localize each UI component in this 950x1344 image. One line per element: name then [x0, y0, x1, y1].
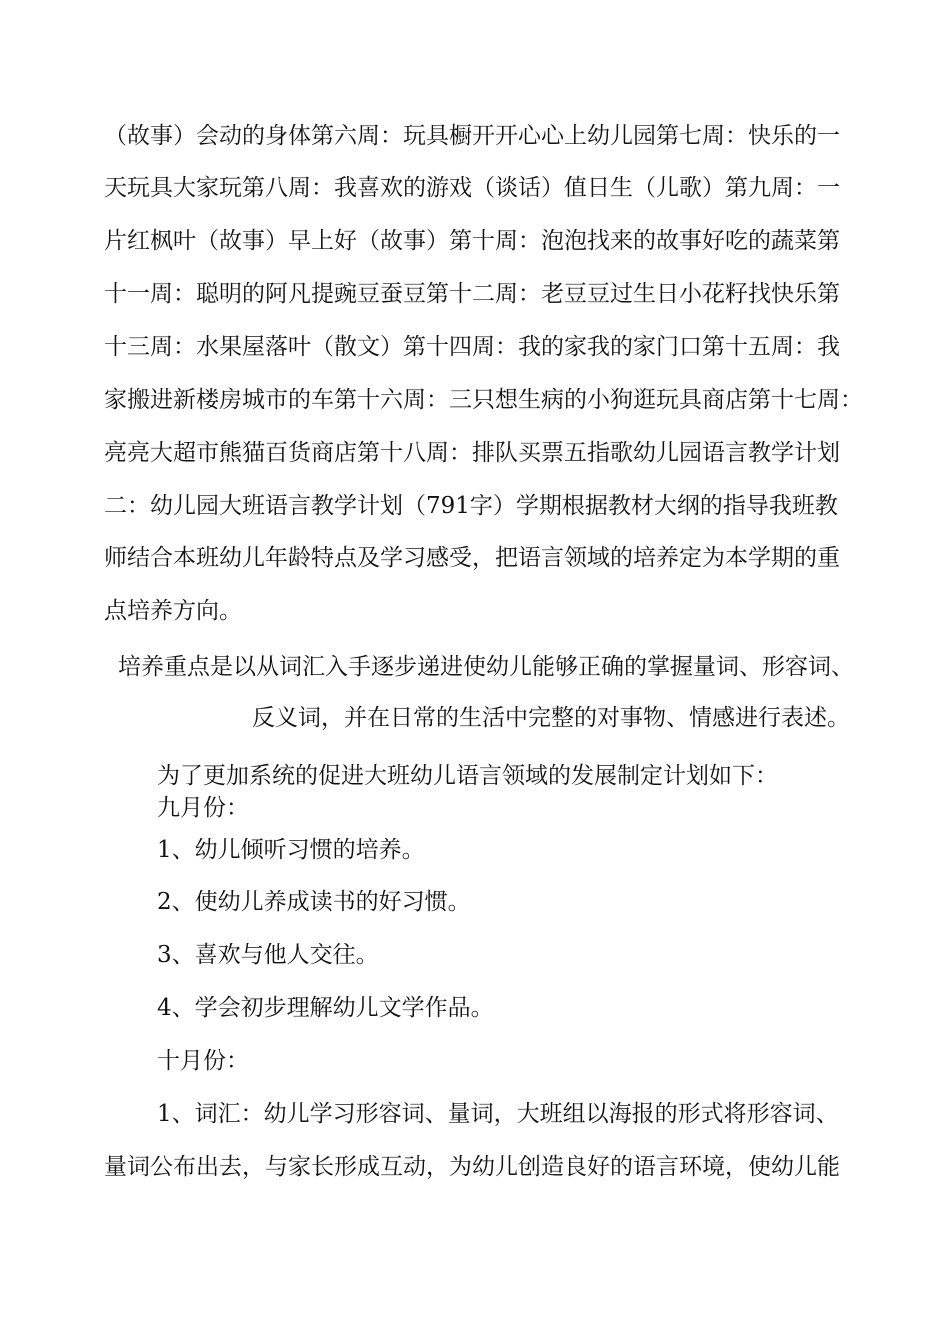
- paragraph-line: 二：幼儿园大班语言教学计划（791字）学期根据教材大纲的指导我班教: [104, 493, 838, 519]
- paragraph-line: 师结合本班幼儿年龄特点及学习感受，把语言领域的培养定为本学期的重: [104, 545, 840, 571]
- list-item: 3、喜欢与他人交往。: [157, 942, 379, 968]
- paragraph-line: 反义词，并在日常的生活中完整的对事物、情感进行表述。: [252, 705, 850, 731]
- october-heading: 十月份：: [157, 1048, 249, 1074]
- paragraph-line: 培养重点是以从词汇入手逐步递进使幼儿能够正确的掌握量词、形容词、: [118, 654, 854, 680]
- list-item: 1、幼儿倾听习惯的培养。: [157, 837, 425, 863]
- paragraph-line: 1、词汇：幼儿学习形容词、量词，大班组以海报的形式将形容词、: [157, 1101, 839, 1127]
- paragraph-line: （故事）会动的身体第六周：玩具橱开开心心上幼儿园第七周：快乐的一: [104, 123, 840, 149]
- paragraph-line: 片红枫叶（故事）早上好（故事）第十周：泡泡找来的故事好吃的蔬菜第: [104, 228, 840, 254]
- list-item: 2、使幼儿养成读书的好习惯。: [157, 889, 471, 915]
- paragraph-line: 点培养方向。: [104, 598, 242, 624]
- september-heading: 九月份：: [157, 795, 249, 821]
- paragraph-line: 天玩具大家玩第八周：我喜欢的游戏（谈话）值日生（儿歌）第九周：一: [104, 175, 840, 201]
- list-item: 4、学会初步理解幼儿文学作品。: [157, 995, 494, 1021]
- paragraph-line: 亮亮大超市熊猫百货商店第十八周：排队买票五指歌幼儿园语言教学计划: [104, 440, 840, 466]
- paragraph-line: 十三周：水果屋落叶（散文）第十四周：我的家我的家门口第十五周：我: [104, 334, 840, 360]
- paragraph-line: 十一周：聪明的阿凡提豌豆蚕豆第十二周：老豆豆过生日小花籽找快乐第: [104, 281, 840, 307]
- paragraph-line: 量词公布出去，与家长形成互动，为幼儿创造良好的语言环境，使幼儿能: [104, 1154, 840, 1180]
- paragraph-line: 家搬进新楼房城市的车第十六周：三只想生病的小狗逛玩具商店第十七周：: [104, 387, 863, 413]
- intro-line: 为了更加系统的促进大班幼儿语言领域的发展制定计划如下：: [157, 763, 778, 789]
